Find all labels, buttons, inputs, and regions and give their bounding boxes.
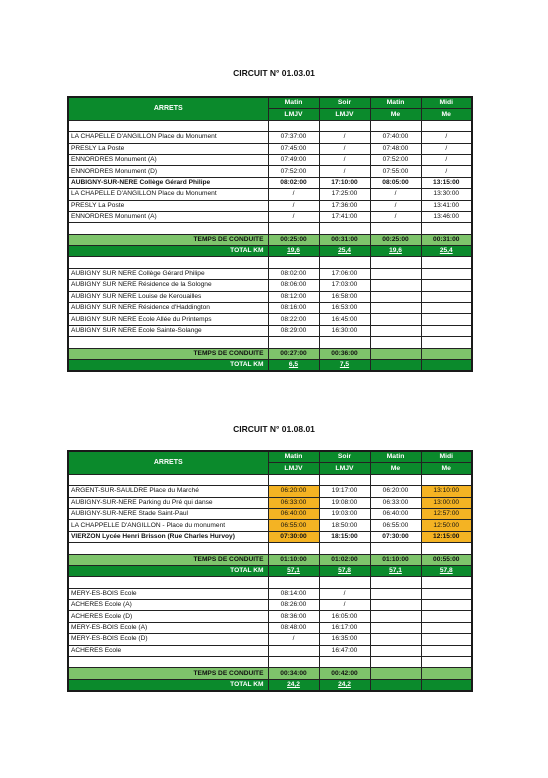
- temps-de-conduite-value: 00:42:00: [319, 668, 370, 679]
- empty-cell: [370, 577, 421, 588]
- column-header: Midi: [421, 451, 472, 463]
- temps-de-conduite-value: 00:25:00: [370, 234, 421, 245]
- temps-de-conduite-value: 00:27:00: [268, 348, 319, 359]
- empty-cell: [68, 257, 268, 268]
- total-km-value: 57,1: [268, 565, 319, 576]
- spacer-row: [68, 257, 472, 268]
- empty-cell: [370, 120, 421, 131]
- stop-time: [421, 645, 472, 656]
- temps-de-conduite-value: 00:31:00: [319, 234, 370, 245]
- stop-time: /: [421, 166, 472, 177]
- stop-time: [421, 611, 472, 622]
- stop-time: [370, 280, 421, 291]
- stop-time: /: [370, 211, 421, 222]
- stop-time: /: [370, 189, 421, 200]
- column-subheader: Me: [370, 109, 421, 120]
- column-subheader: LMJV: [319, 463, 370, 474]
- stop-time: 07:52:00: [268, 166, 319, 177]
- column-subheader: LMJV: [268, 109, 319, 120]
- column-header-arrets: ARRETS: [68, 97, 268, 120]
- stop-row: [68, 291, 472, 302]
- column-header: Midi: [421, 97, 472, 109]
- temps-de-conduite-value: [421, 348, 472, 359]
- stop-row: [68, 211, 472, 222]
- stop-row: [68, 520, 472, 531]
- temps-de-conduite-value: 00:36:00: [319, 348, 370, 359]
- stop-time: 08:16:00: [268, 303, 319, 314]
- stop-name: MERY-ES-BOIS Ecole: [68, 588, 268, 599]
- total-km: [68, 565, 472, 576]
- stop-time: 13:41:00: [421, 200, 472, 211]
- column-header: Soir: [319, 97, 370, 109]
- empty-cell: [268, 223, 319, 234]
- stop-time: 07:30:00: [268, 531, 319, 542]
- total-km-value: 6,5: [268, 359, 319, 371]
- stop-time: 06:20:00: [370, 486, 421, 497]
- stop-row: [68, 508, 472, 519]
- empty-cell: [421, 474, 472, 485]
- stop-time: /: [268, 634, 319, 645]
- total-km: [68, 679, 472, 691]
- temps-de-conduite-value: 01:10:00: [370, 554, 421, 565]
- stop-row: [68, 303, 472, 314]
- stop-time: [370, 600, 421, 611]
- stop-row: [68, 497, 472, 508]
- empty-cell: [319, 474, 370, 485]
- stop-row: [68, 268, 472, 279]
- empty-cell: [268, 337, 319, 348]
- stop-time: /: [421, 154, 472, 165]
- stop-time: 07:37:00: [268, 132, 319, 143]
- temps-de-conduite-value: 00:31:00: [421, 234, 472, 245]
- column-header-arrets: ARRETS: [68, 451, 268, 474]
- empty-cell: [421, 577, 472, 588]
- stop-time: /: [421, 143, 472, 154]
- stop-time: 08:05:00: [370, 177, 421, 188]
- stop-time: 06:40:00: [268, 508, 319, 519]
- stop-time: 12:57:00: [421, 508, 472, 519]
- temps-de-conduite-label: TEMPS DE CONDUITE: [68, 348, 268, 359]
- total-km-value: 57,8: [421, 565, 472, 576]
- stop-name: ENNORDRES Monument (D): [68, 166, 268, 177]
- temps-de-conduite-label: TEMPS DE CONDUITE: [68, 668, 268, 679]
- stop-time: [370, 303, 421, 314]
- stop-time: 08:26:00: [268, 600, 319, 611]
- stop-time: /: [319, 143, 370, 154]
- stop-time: 06:33:00: [370, 497, 421, 508]
- spacer-row: [68, 474, 472, 485]
- stop-time: 16:45:00: [319, 314, 370, 325]
- total-km-label: TOTAL KM: [68, 565, 268, 576]
- stop-time: /: [319, 154, 370, 165]
- empty-cell: [68, 337, 268, 348]
- stop-name: MERY-ES-BOIS Ecole (D): [68, 634, 268, 645]
- stop-time: 16:58:00: [319, 291, 370, 302]
- temps-de-conduite: [68, 554, 472, 565]
- total-km: [68, 359, 472, 371]
- total-km-value: 24,2: [319, 679, 370, 691]
- stop-time: 07:45:00: [268, 143, 319, 154]
- stop-time: 17:10:00: [319, 177, 370, 188]
- stop-time: /: [319, 132, 370, 143]
- temps-de-conduite-value: [370, 668, 421, 679]
- stop-time: 13:00:00: [421, 497, 472, 508]
- stop-time: [421, 303, 472, 314]
- stop-time: [421, 280, 472, 291]
- temps-de-conduite-value: 01:02:00: [319, 554, 370, 565]
- stop-time: 08:06:00: [268, 280, 319, 291]
- stop-time: 08:48:00: [268, 622, 319, 633]
- total-km-value: 57,8: [319, 565, 370, 576]
- stop-row: [68, 600, 472, 611]
- temps-de-conduite-value: 00:55:00: [421, 554, 472, 565]
- stop-row: [68, 143, 472, 154]
- stop-time: 06:20:00: [268, 486, 319, 497]
- temps-de-conduite-value: 00:34:00: [268, 668, 319, 679]
- empty-cell: [68, 120, 268, 131]
- column-header: Matin: [370, 97, 421, 109]
- empty-cell: [421, 543, 472, 554]
- temps-de-conduite-value: [370, 348, 421, 359]
- total-km-value: 25,4: [319, 246, 370, 257]
- stop-time: /: [268, 211, 319, 222]
- stop-time: 13:10:00: [421, 486, 472, 497]
- stop-time: 06:40:00: [370, 508, 421, 519]
- stop-name: AUBIGNY-SUR-NERE Stade Saint-Paul: [68, 508, 268, 519]
- temps-de-conduite-value: 01:10:00: [268, 554, 319, 565]
- spacer-row: [68, 657, 472, 668]
- stop-row: [68, 325, 472, 336]
- spacer-row: [68, 577, 472, 588]
- stop-time: 08:02:00: [268, 268, 319, 279]
- stop-name: ARGENT-SUR-SAULDRE Place du Marché: [68, 486, 268, 497]
- stop-name: AUBIGNY SUR NERE Résidence d'Haddington: [68, 303, 268, 314]
- empty-cell: [268, 257, 319, 268]
- total-km-value: 25,4: [421, 246, 472, 257]
- empty-cell: [319, 657, 370, 668]
- stop-time: 07:48:00: [370, 143, 421, 154]
- stop-time: 06:33:00: [268, 497, 319, 508]
- stop-time: 08:29:00: [268, 325, 319, 336]
- stop-time: 07:55:00: [370, 166, 421, 177]
- stop-time: [421, 291, 472, 302]
- stop-time: 08:36:00: [268, 611, 319, 622]
- stop-row: [68, 588, 472, 599]
- stop-time: 07:52:00: [370, 154, 421, 165]
- empty-cell: [370, 474, 421, 485]
- stop-row: [68, 634, 472, 645]
- stop-name: VIERZON Lycée Henri Brisson (Rue Charles Hurvoy): [68, 531, 268, 542]
- stop-time: 18:50:00: [319, 520, 370, 531]
- stop-time: [421, 268, 472, 279]
- spacer-row: [68, 543, 472, 554]
- empty-cell: [319, 543, 370, 554]
- stop-row: [68, 154, 472, 165]
- stop-time: 17:06:00: [319, 268, 370, 279]
- stop-row: [68, 200, 472, 211]
- timetable: [67, 450, 473, 692]
- stop-time: [421, 325, 472, 336]
- total-km-value: 57,1: [370, 565, 421, 576]
- empty-cell: [370, 337, 421, 348]
- spacer-row: [68, 120, 472, 131]
- empty-cell: [319, 337, 370, 348]
- stop-row: [68, 531, 472, 542]
- stop-time: [421, 314, 472, 325]
- total-km-value: [421, 359, 472, 371]
- stop-name: ACHERES Ecole (A): [68, 600, 268, 611]
- stop-time: 16:53:00: [319, 303, 370, 314]
- stop-time: [370, 325, 421, 336]
- stop-time: [421, 588, 472, 599]
- stop-time: 08:02:00: [268, 177, 319, 188]
- stop-name: AUBIGNY SUR NERE Ecole Sainte-Solange: [68, 325, 268, 336]
- stop-time: [370, 634, 421, 645]
- stop-time: /: [319, 588, 370, 599]
- stop-name: PRESLY La Poste: [68, 200, 268, 211]
- total-km-value: 19,6: [370, 246, 421, 257]
- stop-row: [68, 166, 472, 177]
- temps-de-conduite-value: [421, 668, 472, 679]
- temps-de-conduite: [68, 668, 472, 679]
- stop-name: ACHERES Ecole (D): [68, 611, 268, 622]
- stop-row: [68, 280, 472, 291]
- empty-cell: [268, 120, 319, 131]
- stop-row: [68, 132, 472, 143]
- temps-de-conduite-label: TEMPS DE CONDUITE: [68, 554, 268, 565]
- temps-de-conduite: [68, 234, 472, 245]
- stop-time: [370, 622, 421, 633]
- stop-time: 08:22:00: [268, 314, 319, 325]
- stop-time: 06:55:00: [268, 520, 319, 531]
- stop-name: AUBIGNY SUR NERE Louise de Kerouailles: [68, 291, 268, 302]
- column-header: Matin: [370, 451, 421, 463]
- stop-time: 07:40:00: [370, 132, 421, 143]
- empty-cell: [268, 577, 319, 588]
- column-subheader: Me: [370, 463, 421, 474]
- stop-time: [370, 611, 421, 622]
- stop-time: /: [268, 200, 319, 211]
- column-subheader: LMJV: [268, 463, 319, 474]
- empty-cell: [319, 223, 370, 234]
- column-subheader: Me: [421, 109, 472, 120]
- stop-row: [68, 645, 472, 656]
- timetable: [67, 96, 473, 372]
- stop-time: [421, 634, 472, 645]
- stop-time: 17:41:00: [319, 211, 370, 222]
- column-header: Matin: [268, 451, 319, 463]
- empty-cell: [68, 577, 268, 588]
- stop-name: LA CHAPPELLE D'ANGILLON - Place du monument: [68, 520, 268, 531]
- column-subheader: LMJV: [319, 109, 370, 120]
- circuit-title: CIRCUIT N° 01.08.01: [233, 424, 315, 434]
- empty-cell: [421, 223, 472, 234]
- empty-cell: [370, 657, 421, 668]
- stop-time: 06:55:00: [370, 520, 421, 531]
- stop-time: 12:50:00: [421, 520, 472, 531]
- temps-de-conduite-label: TEMPS DE CONDUITE: [68, 234, 268, 245]
- stop-time: /: [370, 200, 421, 211]
- empty-cell: [268, 474, 319, 485]
- stop-name: ACHERES Ecole: [68, 645, 268, 656]
- column-header: Soir: [319, 451, 370, 463]
- stop-row: [68, 177, 472, 188]
- stop-time: 08:14:00: [268, 588, 319, 599]
- spacer-row: [68, 223, 472, 234]
- total-km-value: [370, 679, 421, 691]
- stop-time: 07:30:00: [370, 531, 421, 542]
- empty-cell: [268, 543, 319, 554]
- empty-cell: [319, 577, 370, 588]
- empty-cell: [68, 223, 268, 234]
- total-km-label: TOTAL KM: [68, 359, 268, 371]
- stop-time: [268, 645, 319, 656]
- temps-de-conduite: [68, 348, 472, 359]
- stop-time: [370, 645, 421, 656]
- stop-name: ENNORDRES Monument (A): [68, 211, 268, 222]
- stop-row: [68, 611, 472, 622]
- empty-cell: [370, 223, 421, 234]
- stop-time: 18:15:00: [319, 531, 370, 542]
- empty-cell: [421, 657, 472, 668]
- stop-time: [421, 622, 472, 633]
- empty-cell: [319, 257, 370, 268]
- stop-row: [68, 486, 472, 497]
- stop-time: 16:47:00: [319, 645, 370, 656]
- stop-name: AUBIGNY SUR NERE Résidence de la Sologne: [68, 280, 268, 291]
- stop-time: 12:15:00: [421, 531, 472, 542]
- stop-time: 13:30:00: [421, 189, 472, 200]
- stop-time: 19:08:00: [319, 497, 370, 508]
- stop-time: 19:17:00: [319, 486, 370, 497]
- stop-row: [68, 189, 472, 200]
- empty-cell: [268, 657, 319, 668]
- stop-time: 13:15:00: [421, 177, 472, 188]
- total-km-label: TOTAL KM: [68, 679, 268, 691]
- stop-time: [370, 314, 421, 325]
- header-row: [68, 451, 472, 463]
- stop-name: LA CHAPELLE D'ANGILLON Place du Monument: [68, 132, 268, 143]
- stop-time: /: [319, 166, 370, 177]
- total-km: [68, 246, 472, 257]
- stop-time: 16:05:00: [319, 611, 370, 622]
- stop-time: [370, 268, 421, 279]
- empty-cell: [68, 543, 268, 554]
- stop-time: 17:36:00: [319, 200, 370, 211]
- stop-time: [370, 588, 421, 599]
- stop-name: LA CHAPELLE D'ANGILLON Place du Monument: [68, 189, 268, 200]
- column-header: Matin: [268, 97, 319, 109]
- circuit-title: CIRCUIT N° 01.03.01: [233, 68, 315, 78]
- stop-time: /: [268, 189, 319, 200]
- stop-time: 17:03:00: [319, 280, 370, 291]
- header-row: [68, 97, 472, 109]
- empty-cell: [370, 257, 421, 268]
- stop-time: [370, 291, 421, 302]
- total-km-label: TOTAL KM: [68, 246, 268, 257]
- stop-time: 08:12:00: [268, 291, 319, 302]
- stop-time: 16:30:00: [319, 325, 370, 336]
- total-km-value: [421, 679, 472, 691]
- stop-name: AUBIGNY-SUR-NERE Collège Gérard Philipe: [68, 177, 268, 188]
- temps-de-conduite-value: 00:25:00: [268, 234, 319, 245]
- stop-name: PRESLY La Poste: [68, 143, 268, 154]
- total-km-value: 19,6: [268, 246, 319, 257]
- empty-cell: [68, 474, 268, 485]
- empty-cell: [421, 120, 472, 131]
- stop-time: [421, 600, 472, 611]
- stop-name: AUBIGNY SUR NERE Ecole Allée du Printemps: [68, 314, 268, 325]
- stop-time: 13:46:00: [421, 211, 472, 222]
- stop-time: 16:17:00: [319, 622, 370, 633]
- total-km-value: 7,5: [319, 359, 370, 371]
- empty-cell: [68, 657, 268, 668]
- stop-name: AUBIGNY-SUR-NERE Parking du Pré qui danse: [68, 497, 268, 508]
- stop-row: [68, 622, 472, 633]
- stop-name: ENNORDRES Monument (A): [68, 154, 268, 165]
- stop-time: 16:35:00: [319, 634, 370, 645]
- stop-name: MERY-ES-BOIS Ecole (A): [68, 622, 268, 633]
- stop-time: /: [319, 600, 370, 611]
- total-km-value: 24,2: [268, 679, 319, 691]
- stop-time: 19:03:00: [319, 508, 370, 519]
- stop-time: 17:25:00: [319, 189, 370, 200]
- empty-cell: [421, 257, 472, 268]
- empty-cell: [370, 543, 421, 554]
- total-km-value: [370, 359, 421, 371]
- stop-time: 07:49:00: [268, 154, 319, 165]
- column-subheader: Me: [421, 463, 472, 474]
- stop-name: AUBIGNY SUR NERE Collège Gérard Philipe: [68, 268, 268, 279]
- stop-time: /: [421, 132, 472, 143]
- stop-row: [68, 314, 472, 325]
- spacer-row: [68, 337, 472, 348]
- empty-cell: [421, 337, 472, 348]
- empty-cell: [319, 120, 370, 131]
